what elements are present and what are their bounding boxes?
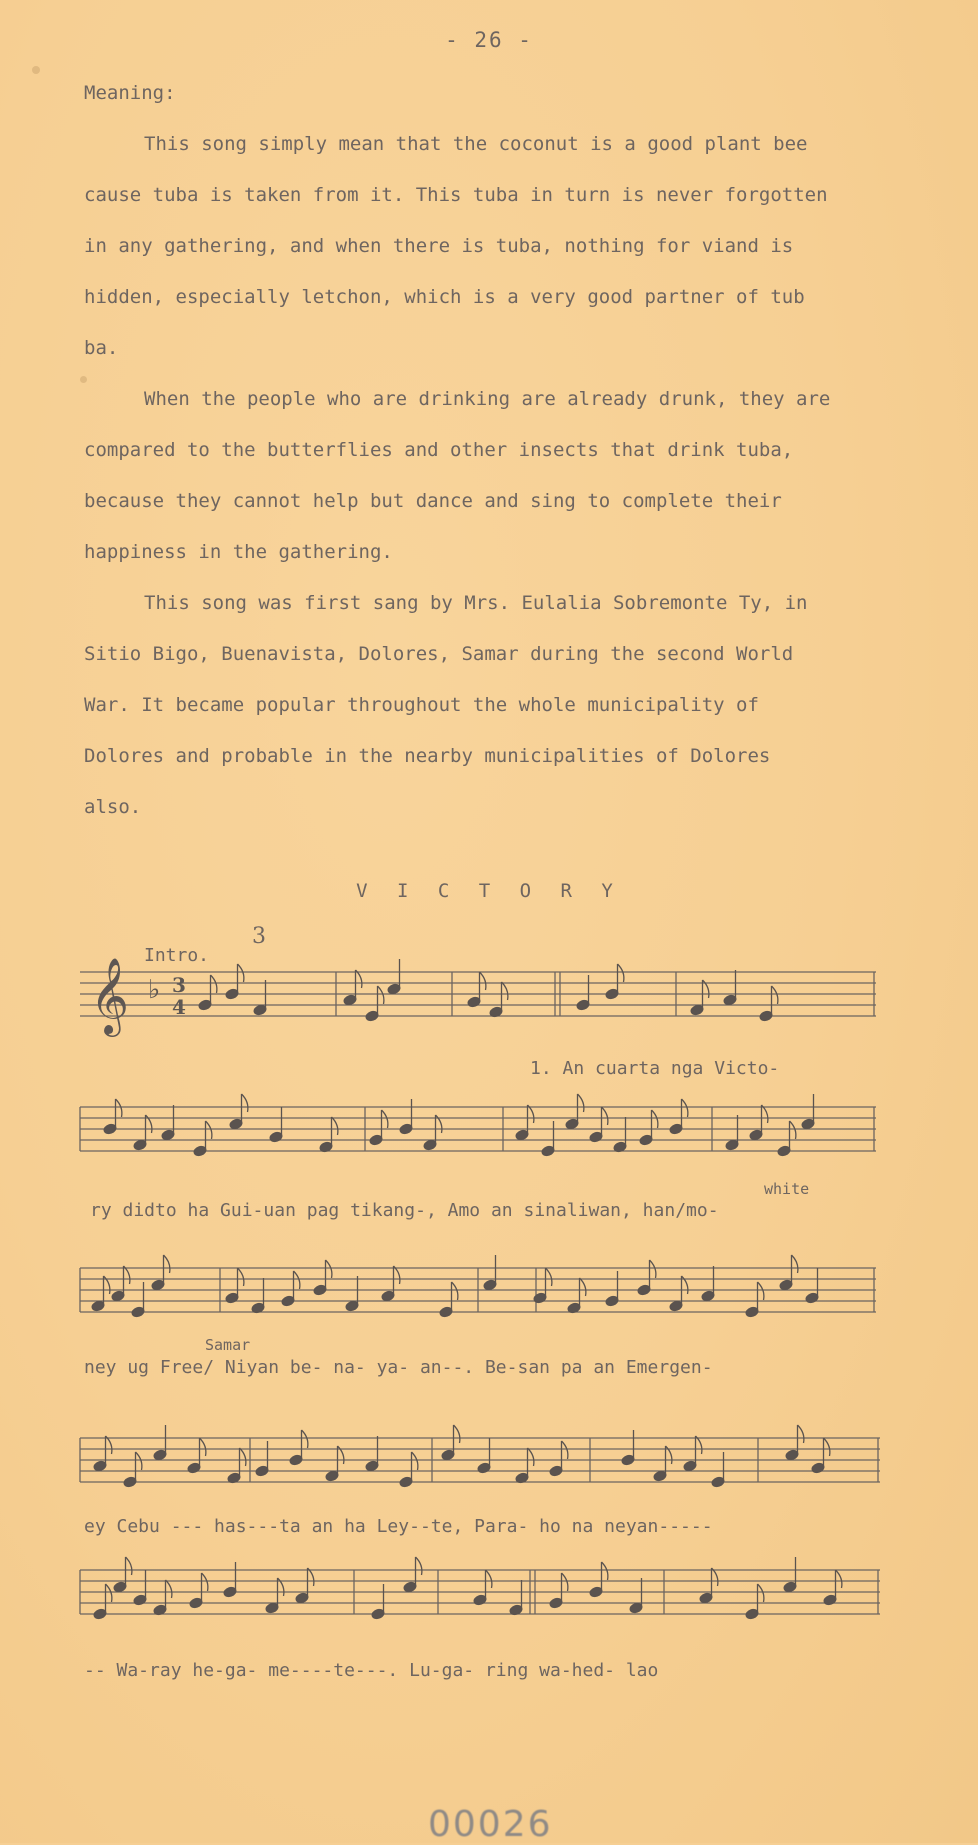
note-flag [326, 1260, 332, 1278]
note-flag [762, 1105, 768, 1123]
time-signature-top: 3 [172, 973, 186, 997]
note-flag [798, 1425, 804, 1443]
paper-smudge [32, 66, 40, 74]
note-flag [578, 1094, 584, 1112]
paragraph-line: When the people who are drinking are already drunk, they are [144, 388, 831, 410]
note-flag [652, 1110, 658, 1128]
note-flag [164, 1255, 170, 1273]
note-flag [412, 1452, 418, 1470]
note-flag [528, 1105, 534, 1123]
lyric-line-3: ney ug Free/ Niyan be- na- ya- an--. Be-san pa an Emergen- [84, 1357, 713, 1378]
paragraph-line: cause tuba is taken from it. This tuba in turn is never forgotten [84, 184, 828, 206]
note-flag [602, 1562, 608, 1580]
note-flag [126, 1557, 132, 1575]
note-flag [528, 1448, 534, 1466]
note-flag [454, 1425, 460, 1443]
note-flag [758, 1282, 764, 1300]
paragraph-line: ba. [84, 337, 119, 359]
lyric-line-4: ey Cebu --- has---ta an ha Ley--te, Para- ho na neyan----- [84, 1516, 713, 1537]
note-flag [202, 1573, 208, 1591]
note-flag [824, 1438, 830, 1456]
note-flag [772, 986, 778, 1004]
note-flag [238, 1268, 244, 1286]
paragraph-line: also. [84, 796, 142, 818]
note-flag [712, 1568, 718, 1586]
paper-smudge [80, 376, 87, 383]
note-flag [356, 970, 362, 988]
note-flag [242, 1094, 248, 1112]
staff-3 [80, 1268, 876, 1312]
staff-2 [80, 1107, 876, 1151]
treble-clef-icon: 𝄞 [90, 957, 130, 1034]
paragraph-line: Dolores and probable in the nearby municipalities of Dolores [84, 745, 771, 767]
note-flag [332, 1117, 338, 1135]
paragraph-line: This song was first sang by Mrs. Eulalia Sobremonte Ty, in [144, 592, 808, 614]
note-flag [836, 1570, 842, 1588]
paragraph-line: Sitio Bigo, Buenavista, Dolores, Samar during the second World [84, 643, 794, 665]
note-flag [416, 1557, 422, 1575]
page-number: - 26 - [445, 28, 533, 52]
note-flag [618, 964, 624, 982]
note-flag [502, 982, 508, 1000]
lyric-line-1: 1. An cuarta nga Victo- [530, 1058, 780, 1079]
note-flag [211, 975, 217, 993]
intro-label: Intro. [144, 945, 210, 966]
note-flag [294, 1271, 300, 1289]
note-flag [308, 1568, 314, 1586]
note-flag [580, 1278, 586, 1296]
note-flag [206, 1121, 212, 1139]
note-flag [378, 986, 384, 1004]
note-flag [166, 1580, 172, 1598]
lyric-annotation-samar: Samar [205, 1336, 251, 1354]
note-flag [302, 1430, 308, 1448]
note-flag [792, 1255, 798, 1273]
note-flag [790, 1121, 796, 1139]
note-flag [106, 1584, 112, 1602]
staff-5 [80, 1570, 880, 1614]
paragraph-line: War. It became popular throughout the whole municipality of [84, 694, 759, 716]
staff-1 [80, 972, 876, 1016]
lyric-line-5: -- Wa-ray he-ga- me----te---. Lu-ga- ring wa-hed- lao [84, 1660, 659, 1681]
note-flag [200, 1438, 206, 1456]
note-flag [562, 1441, 568, 1459]
note-flag [480, 972, 486, 990]
paragraph-line: because they cannot help but dance and sing to complete their [84, 490, 782, 512]
note-flag [696, 1436, 702, 1454]
note-flag [136, 1452, 142, 1470]
note-flag [124, 1266, 130, 1284]
flat-icon: ♭ [148, 975, 161, 1005]
note-flag [382, 1110, 388, 1128]
note-flag [238, 964, 244, 982]
paragraph-line: in any gathering, and when there is tuba, nothing for viand is [84, 235, 794, 257]
note-flag [394, 1266, 400, 1284]
meaning-heading: Meaning: [84, 82, 176, 104]
paragraph-line: compared to the butterflies and other insects that drink tuba, [84, 439, 794, 461]
note-flag [240, 1448, 246, 1466]
note-flag [602, 1107, 608, 1125]
note-flag [486, 1570, 492, 1588]
triplet-mark: 3 [252, 924, 266, 949]
note-flag [106, 1436, 112, 1454]
paragraph-line: This song simply mean that the coconut is a good plant bee [144, 133, 808, 155]
note-flag [650, 1260, 656, 1278]
lyric-line-2: ry didto ha Gui-uan pag tikang-, Amo an sinaliwan, han/mo- [90, 1200, 719, 1221]
note-flag [452, 1282, 458, 1300]
lyric-annotation-white: white [764, 1180, 810, 1198]
note-flag [682, 1099, 688, 1117]
note-flag [562, 1573, 568, 1591]
note-flag [758, 1584, 764, 1602]
paragraph-line: hidden, especially letchon, which is a very good partner of tub [84, 286, 805, 308]
paragraph-line: happiness in the gathering. [84, 541, 393, 563]
song-title: V I C T O R Y [356, 880, 622, 902]
time-signature-bottom: 4 [172, 995, 186, 1019]
note-flag [116, 1099, 122, 1117]
archive-stamp: 00026 [428, 1804, 553, 1845]
note-flag [546, 1268, 552, 1286]
